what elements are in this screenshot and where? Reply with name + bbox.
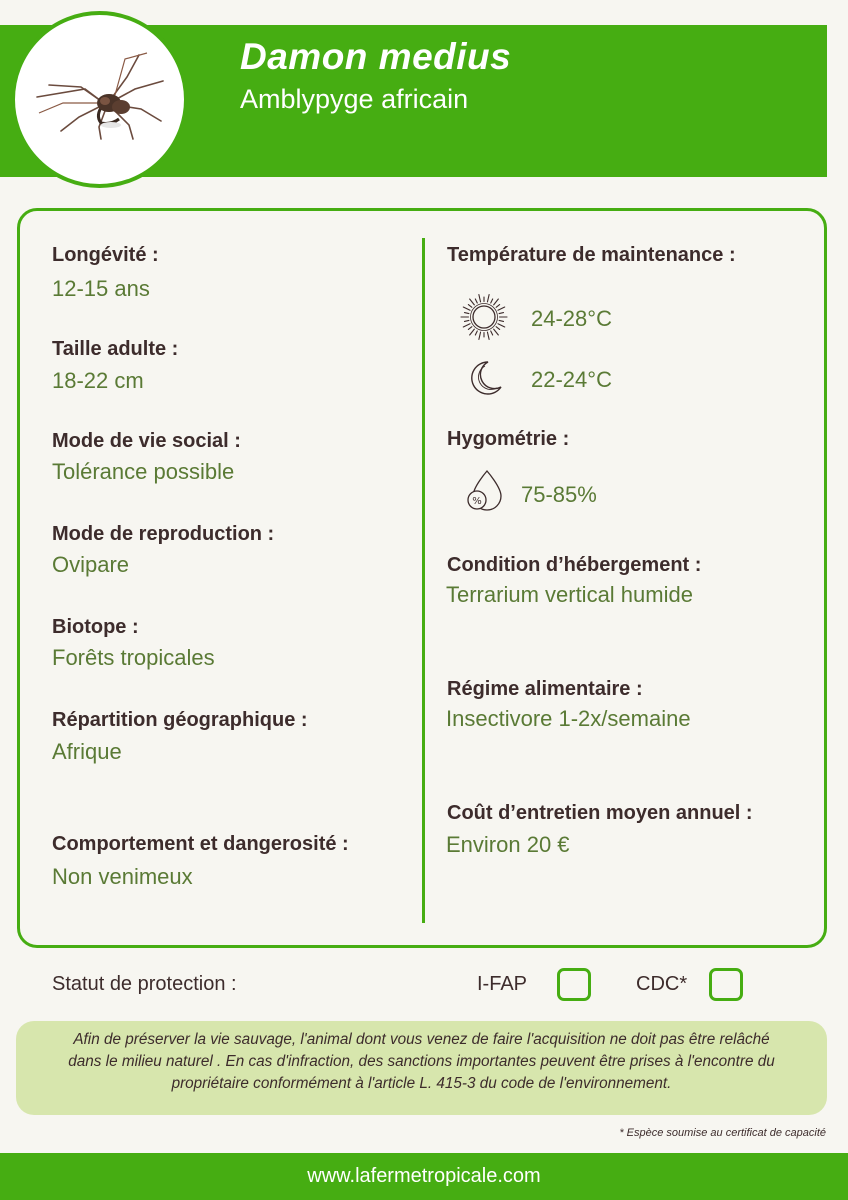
social-life-value: Tolérance possible	[52, 459, 235, 484]
humidity-label: Hygométrie :	[447, 428, 570, 450]
housing-value: Terrarium vertical humide	[446, 582, 693, 607]
protection-status-label: Statut de protection :	[52, 973, 237, 995]
amblypygid-photo	[15, 15, 185, 185]
reproduction-value: Ovipare	[52, 552, 130, 577]
adult-size-label: Taille adulte :	[52, 338, 179, 360]
temperature-label: Température de maintenance :	[447, 244, 736, 266]
housing-label: Condition d’hébergement :	[447, 554, 702, 576]
humidity-value: 75-85%	[521, 482, 597, 507]
adult-size-value: 18-22 cm	[52, 368, 144, 393]
longevity-value: 12-15 ans	[52, 276, 150, 301]
capacity-certificate-footnote: * Espèce soumise au certificat de capacité	[619, 1127, 826, 1139]
night-temperature-value: 22-24°C	[531, 367, 612, 392]
distribution-label: Répartition géographique :	[52, 709, 308, 731]
distribution-value: Afrique	[52, 739, 122, 764]
diet-label: Régime alimentaire :	[447, 678, 643, 700]
website-link[interactable]: www.lafermetropicale.com	[307, 1165, 541, 1187]
svg-text:%: %	[472, 496, 482, 507]
species-common-name: Amblypyge africain	[240, 84, 469, 114]
footer-bar	[0, 1153, 848, 1200]
water-drop-percent-icon	[463, 468, 505, 514]
column-divider	[422, 238, 425, 923]
sun-icon	[459, 292, 509, 342]
release-warning-notice: Afin de préserver la vie sauvage, l'animal dont vous venez de faire l'acquisition ne doit pas être relâché dans le milieu naturel . En cas d'infraction, des sanctions importantes peuvent être prises à l'encontre du propriétaire conformément à l'article L. 415-3 du code de l'environnement.	[16, 1021, 827, 1115]
moon-icon	[466, 359, 504, 397]
cdc-label: CDC*	[636, 973, 688, 995]
cost-value: Environ 20 €	[446, 832, 570, 857]
longevity-label: Longévité :	[52, 244, 159, 266]
diet-value: Insectivore 1-2x/semaine	[446, 706, 691, 731]
biotope-value: Forêts tropicales	[52, 645, 215, 670]
day-temperature-value: 24-28°C	[531, 306, 612, 331]
species-title: Damon medius	[240, 36, 512, 77]
biotope-label: Biotope :	[52, 616, 139, 638]
ifap-label: I-FAP	[477, 973, 528, 995]
social-life-label: Mode de vie social :	[52, 430, 241, 452]
behavior-value: Non venimeux	[52, 864, 193, 889]
reproduction-label: Mode de reproduction :	[52, 523, 275, 545]
cost-label: Coût d’entretien moyen annuel :	[447, 802, 753, 824]
ifap-checkbox[interactable]	[557, 968, 591, 1001]
behavior-label: Comportement et dangerosité :	[52, 833, 349, 855]
cdc-checkbox[interactable]	[709, 968, 743, 1001]
animal-photo	[11, 11, 188, 188]
